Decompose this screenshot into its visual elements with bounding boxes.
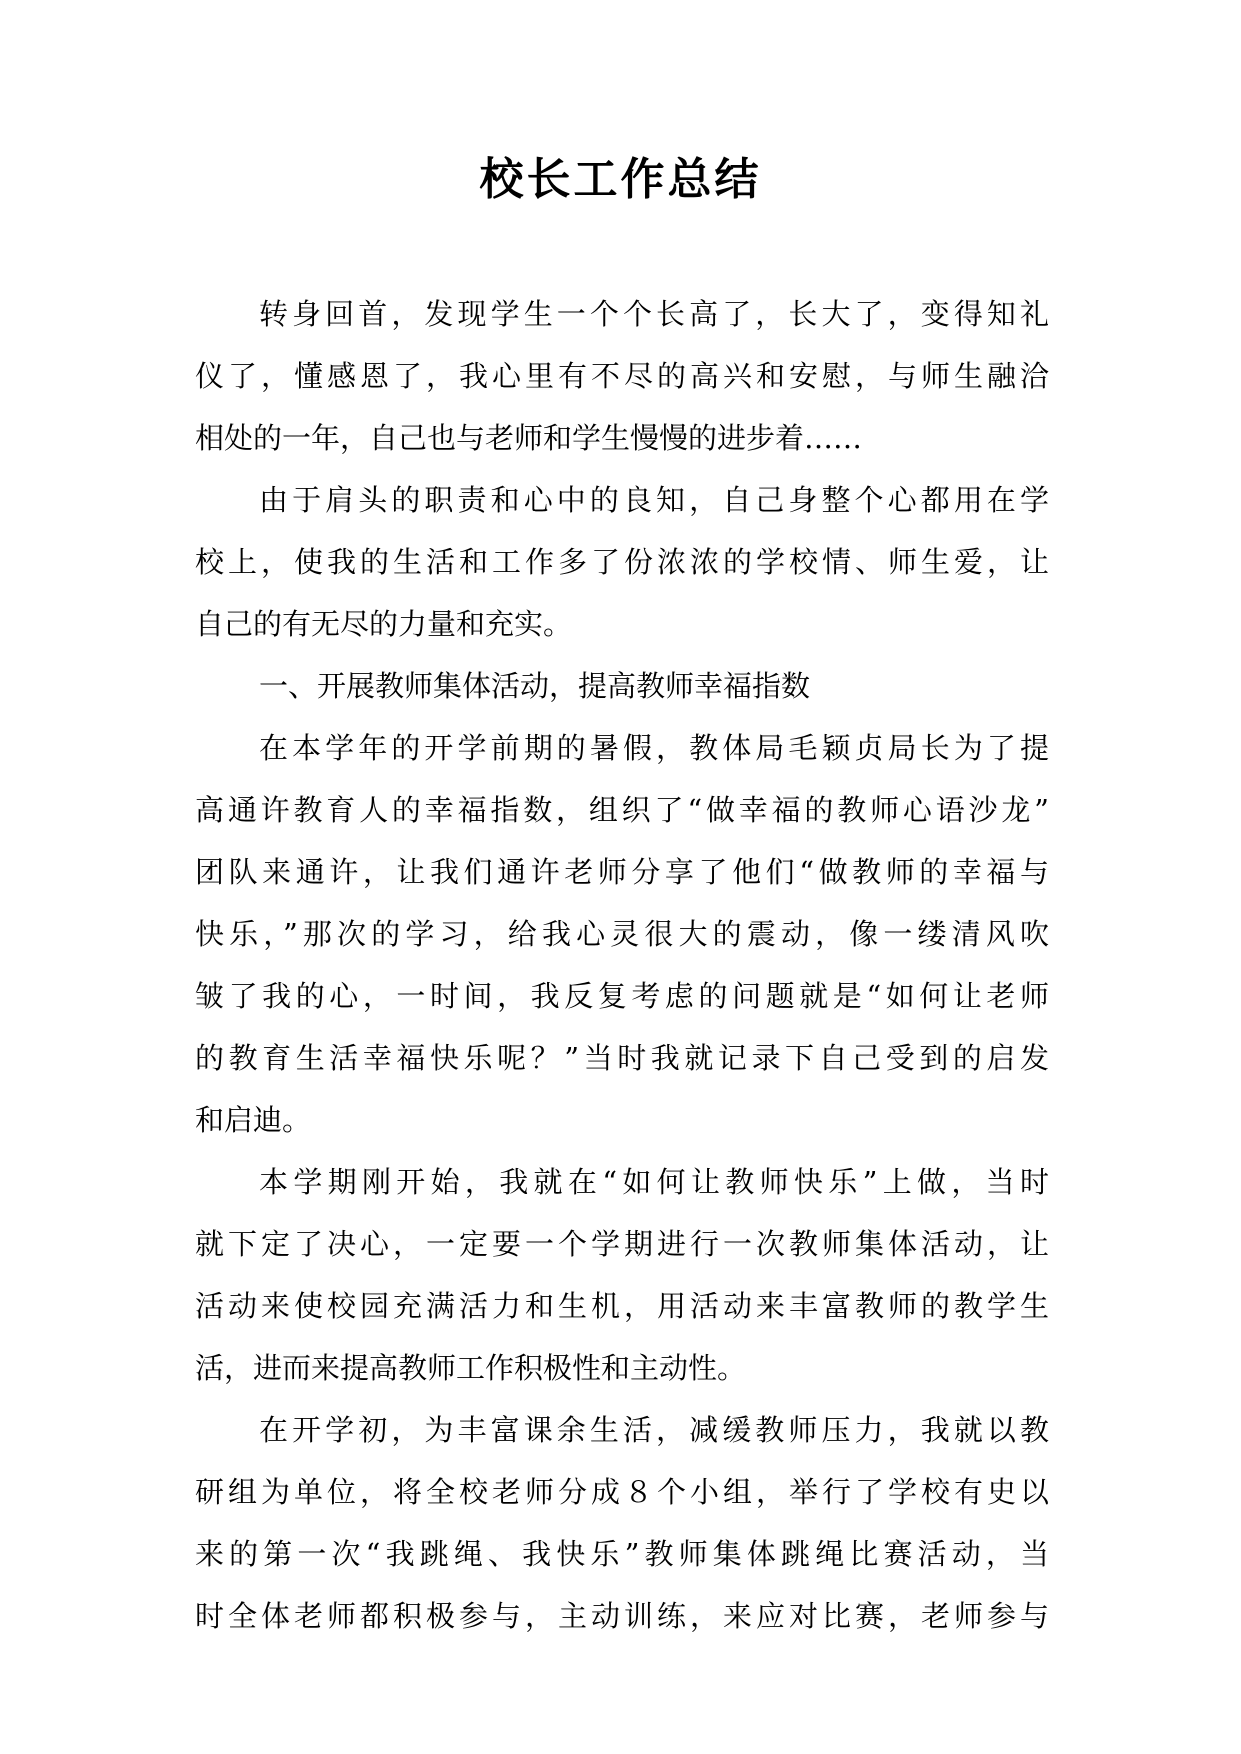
text-line: 活动来使校园充满活力和生机，用活动来丰富教师的教学生 [195, 1289, 1049, 1323]
text-line: 高通许教育人的幸福指数，组织了“做幸福的教师心语沙龙” [195, 793, 1049, 827]
text-line: 本学期刚开始，我就在“如何让教师快乐”上做，当时 [259, 1165, 1049, 1199]
text-line: 相处的一年，自己也与老师和学生慢慢的进步着…… [195, 421, 863, 455]
text-line: 快乐，”那次的学习，给我心灵很大的震动，像一缕清风吹 [195, 917, 1049, 951]
paragraph [195, 283, 1049, 469]
text-line: 时全体老师都积极参与，主动训练，来应对比赛，老师参与 [195, 1599, 1049, 1633]
text-line: 转身回首，发现学生一个个长高了，长大了，变得知礼 [259, 297, 1049, 331]
text-line: 皱了我的心，一时间，我反复考虑的问题就是“如何让老师 [195, 979, 1049, 1013]
paragraph [195, 469, 1049, 655]
text-line: 活，进而来提高教师工作积极性和主动性。 [195, 1351, 747, 1385]
text-line: 的教育生活幸福快乐呢？”当时我就记录下自己受到的启发 [195, 1041, 1049, 1075]
document-body [195, 283, 1049, 1647]
text-line: 就下定了决心，一定要一个学期进行一次教师集体活动，让 [195, 1227, 1049, 1261]
text-line: 来的第一次“我跳绳、我快乐”教师集体跳绳比赛活动，当 [195, 1537, 1049, 1571]
text-line: 和启迪。 [195, 1103, 312, 1137]
paragraph [195, 717, 1049, 1151]
text-line: 一、开展教师集体活动，提高教师幸福指数 [259, 669, 811, 703]
paragraph [195, 1399, 1049, 1647]
text-line: 由于肩头的职责和心中的良知，自己身整个心都用在学 [259, 483, 1049, 517]
text-line: 团队来通许，让我们通许老师分享了他们“做教师的幸福与 [195, 855, 1049, 889]
section-heading [195, 655, 1049, 717]
text-line: 仪了，懂感恩了，我心里有不尽的高兴和安慰，与师生融洽 [195, 359, 1049, 393]
paragraph [195, 1151, 1049, 1399]
text-line: 在开学初，为丰富课余生活，减缓教师压力，我就以教 [259, 1413, 1049, 1447]
text-line: 研组为单位，将全校老师分成８个小组，举行了学校有史以 [195, 1475, 1049, 1509]
text-line: 校上，使我的生活和工作多了份浓浓的学校情、师生爱，让 [195, 545, 1049, 579]
text-line: 自己的有无尽的力量和充实。 [195, 607, 573, 641]
text-line: 在本学年的开学前期的暑假，教体局毛颖贞局长为了提 [259, 731, 1049, 765]
document-title: 校长工作总结 [479, 154, 762, 205]
